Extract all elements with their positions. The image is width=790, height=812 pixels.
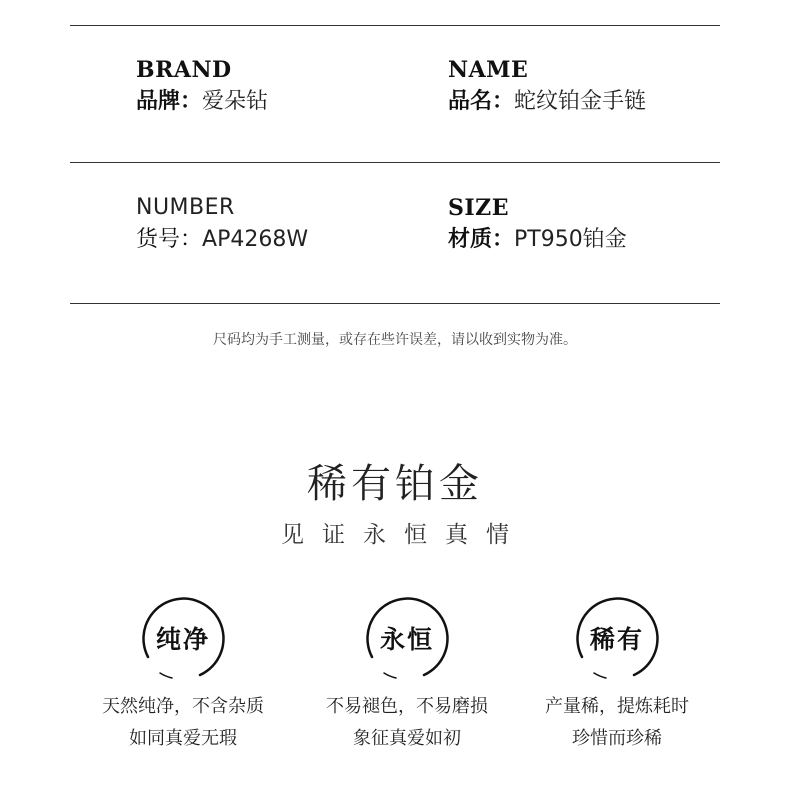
feature-desc-line2: 象征真爱如初 [353,728,461,749]
spec-number [136,195,308,254]
size-key: 材质： [448,227,515,252]
number-label-en: NUMBER [136,195,235,220]
number-line [136,226,308,254]
number-key: 货号： [136,227,203,252]
measurement-note: 尺码均为手工测量，或存在些许误差，请以收到实物为准。 [213,332,577,348]
size-label-en: SIZE [448,195,510,221]
brand-label-en: BRAND [136,57,232,83]
name-label-en: NAME [448,57,529,83]
feature-eternal [297,595,517,751]
brand-value: 爱朵钻 [202,89,269,114]
badge-label: 永恒 [379,625,434,654]
name-value: 蛇纹铂金手链 [514,89,647,114]
spec-brand [136,57,268,116]
brand-line [136,88,268,116]
spec-name [448,57,646,116]
size-value: PT950铂金 [514,227,627,252]
feature-desc-line1: 天然纯净，不含杂质 [102,696,264,717]
name-key: 品名： [448,89,515,114]
badge-label: 稀有 [589,625,644,654]
badge-eternal [362,595,452,685]
divider-middle [70,162,720,163]
number-value: AP4268W [202,227,309,252]
brand-key: 品牌： [136,89,203,114]
feature-desc-line2: 如同真爱无瑕 [129,728,237,749]
feature-rare [507,595,727,751]
divider-top [70,25,720,26]
feature-desc-line1: 不易褪色，不易磨损 [326,696,488,717]
feature-desc-line2: 珍惜而珍稀 [572,728,662,749]
section-title: 稀有铂金 [307,461,483,507]
section-subtitle: 见证永恒真情 [281,522,527,548]
size-line [448,226,627,254]
divider-bottom [70,303,720,304]
badge-rare [572,595,662,685]
feature-pure [73,595,293,751]
spec-size [448,195,627,254]
name-line [448,88,646,116]
feature-desc-line1: 产量稀，提炼耗时 [545,696,689,717]
badge-label: 纯净 [155,625,210,654]
badge-pure [138,595,228,685]
